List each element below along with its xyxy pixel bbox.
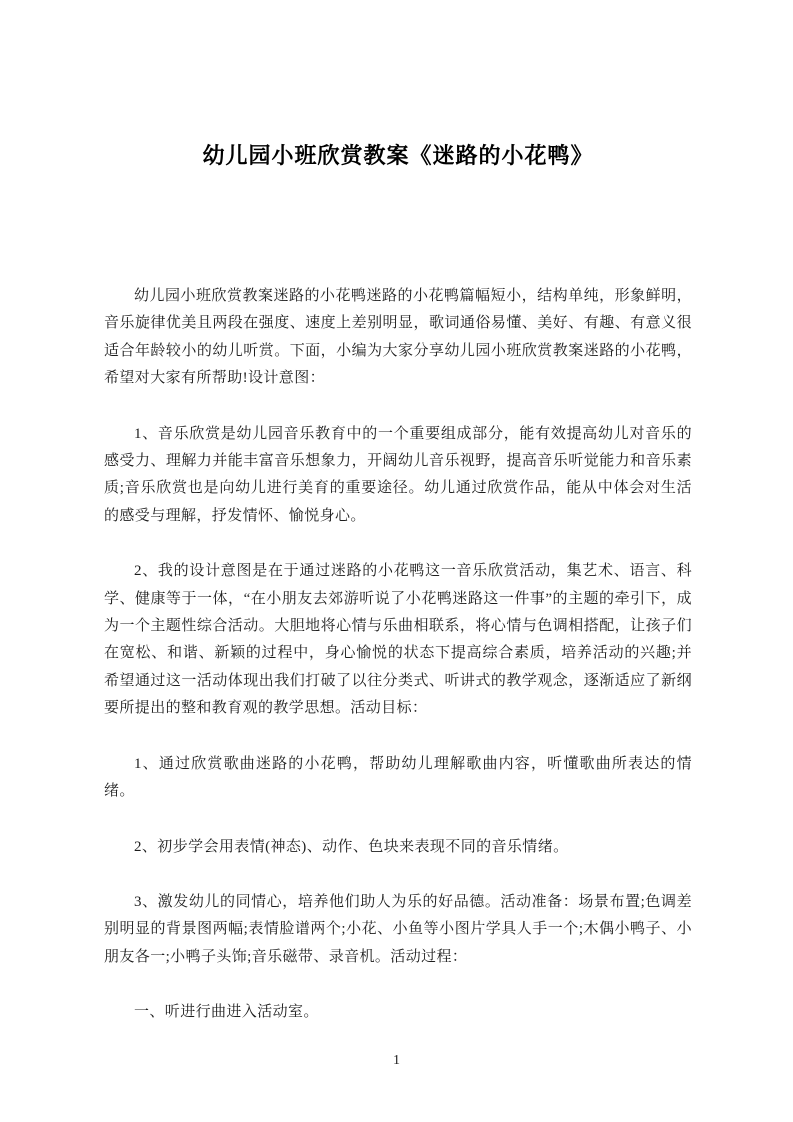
paragraph-intro: 幼儿园小班欣赏教案迷路的小花鸭迷路的小花鸭篇幅短小，结构单纯，形象鲜明，音乐旋律优美且两段在强度、速度上差别明显，歌词通俗易懂、美好、有趣、有意义很适合年龄较小的幼儿听赏。下面，小编为大家分享幼儿园小班欣赏教案迷路的小花鸭，希望对大家有所帮助!设计意图： — [104, 288, 692, 387]
document-title: 幼儿园小班欣赏教案《迷路的小花鸭》 — [202, 143, 594, 168]
paragraph-design-intent-1: 1、音乐欣赏是幼儿园音乐教育中的一个重要组成部分，能有效提高幼儿对音乐的感受力、理解力并能丰富音乐想象力，开阔幼儿音乐视野，提高音乐听觉能力和音乐素质;音乐欣赏也是向幼儿进行美育的重要途径。幼儿通过欣赏作品，能从中体会对生活的感受与理解，抒发情怀、愉悦身心。 — [104, 425, 692, 524]
page-number: 1 — [393, 1053, 400, 1068]
paragraph-goal-2: 2、初步学会用表情(神态)、动作、色块来表现不同的音乐情绪。 — [134, 838, 569, 855]
paragraph-design-intent-2: 2、我的设计意图是在于通过迷路的小花鸭这一音乐欣赏活动，集艺术、语言、科学、健康等于一体，“在小朋友去郊游听说了小花鸭迷路这一件事”的主题的牵引下，成为一个主题性综合活动。大胆地将心情与乐曲相联系，将心情与色调相搭配，让孩子们在宽松、和谐、新颖的过程中，身心愉悦的状态下提高综合素质，培养活动的兴趣;并希望通过这一活动体现出我们打破了以往分类式、听讲式的教学观念，逐渐适应了新纲要所提出的整和教育观的教学思想。活动目标： — [104, 563, 692, 717]
paragraph-process-step-1: 一、听进行曲进入活动室。 — [134, 1004, 319, 1021]
paragraph-goal-3-preparation: 3、激发幼儿的同情心，培养他们助人为乐的好品德。活动准备：场景布置;色调差别明显的背景图两幅;表情脸谱两个;小花、小鱼等小图片学具人手一个;木偶小鸭子、小朋友各一;小鸭子头饰;音乐磁带、录音机。活动过程： — [104, 893, 692, 965]
paragraph-goal-1: 1、通过欣赏歌曲迷路的小花鸭，帮助幼儿理解歌曲内容，听懂歌曲所表达的情绪。 — [104, 755, 692, 800]
document-content — [104, 141, 692, 1055]
